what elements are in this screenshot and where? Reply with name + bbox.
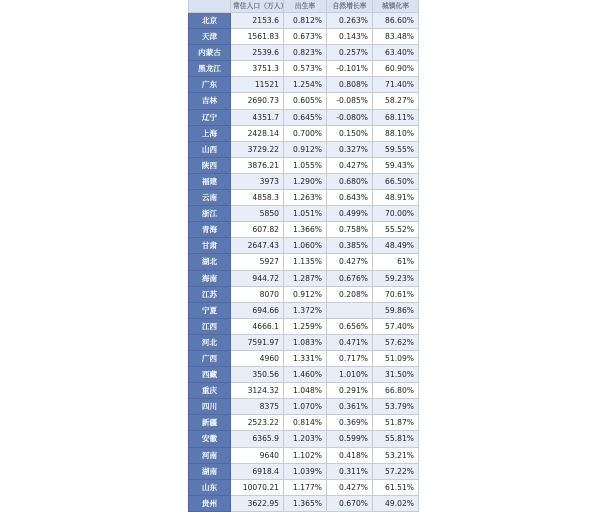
growth-rate-cell: -0.085% — [327, 93, 373, 109]
table-row — [189, 431, 419, 447]
birth-rate-cell: 1.365% — [284, 495, 327, 511]
province-cell: 北京 — [189, 13, 231, 29]
province-cell: 河北 — [189, 334, 231, 350]
table-row — [189, 383, 419, 399]
header-growth-rate: 自然增长率 — [327, 0, 373, 13]
table-row — [189, 206, 419, 222]
urbanization-cell: 57.40% — [373, 318, 419, 334]
population-cell: 10070.21 — [231, 479, 284, 495]
population-table-container — [188, 0, 418, 508]
province-cell: 四川 — [189, 399, 231, 415]
province-cell: 甘肃 — [189, 238, 231, 254]
population-cell: 1561.83 — [231, 29, 284, 45]
birth-rate-cell: 1.290% — [284, 173, 327, 189]
province-cell: 宁夏 — [189, 302, 231, 318]
population-cell: 8375 — [231, 399, 284, 415]
birth-rate-cell: 1.070% — [284, 399, 327, 415]
urbanization-cell: 71.40% — [373, 77, 419, 93]
urbanization-cell: 59.43% — [373, 157, 419, 173]
growth-rate-cell — [327, 302, 373, 318]
table-row — [189, 318, 419, 334]
urbanization-cell: 70.61% — [373, 286, 419, 302]
population-cell: 11521 — [231, 77, 284, 93]
growth-rate-cell: 0.499% — [327, 206, 373, 222]
table-row — [189, 479, 419, 495]
growth-rate-cell: 0.263% — [327, 13, 373, 29]
urbanization-cell: 31.50% — [373, 367, 419, 383]
population-cell: 4858.3 — [231, 190, 284, 206]
population-cell: 3876.21 — [231, 157, 284, 173]
table-row — [189, 77, 419, 93]
growth-rate-cell: 0.808% — [327, 77, 373, 93]
growth-rate-cell: 0.676% — [327, 270, 373, 286]
province-cell: 福建 — [189, 173, 231, 189]
population-cell: 6918.4 — [231, 463, 284, 479]
table-row — [189, 495, 419, 511]
province-cell: 青海 — [189, 222, 231, 238]
province-cell: 天津 — [189, 29, 231, 45]
province-cell: 浙江 — [189, 206, 231, 222]
urbanization-cell: 61.51% — [373, 479, 419, 495]
urbanization-cell: 63.40% — [373, 45, 419, 61]
population-cell: 4960 — [231, 350, 284, 366]
population-cell: 350.56 — [231, 367, 284, 383]
table-row — [189, 447, 419, 463]
table-row — [189, 190, 419, 206]
growth-rate-cell: 0.427% — [327, 479, 373, 495]
province-cell: 贵州 — [189, 495, 231, 511]
population-cell: 694.66 — [231, 302, 284, 318]
province-cell: 湖南 — [189, 463, 231, 479]
urbanization-cell: 51.87% — [373, 415, 419, 431]
table-row — [189, 350, 419, 366]
growth-rate-cell: 0.369% — [327, 415, 373, 431]
province-cell: 海南 — [189, 270, 231, 286]
population-cell: 944.72 — [231, 270, 284, 286]
population-cell: 3751.3 — [231, 61, 284, 77]
birth-rate-cell: 1.366% — [284, 222, 327, 238]
growth-rate-cell: 0.291% — [327, 383, 373, 399]
population-cell: 2428.14 — [231, 125, 284, 141]
urbanization-cell: 59.23% — [373, 270, 419, 286]
urbanization-cell: 70.00% — [373, 206, 419, 222]
growth-rate-cell: -0.080% — [327, 109, 373, 125]
population-cell: 5850 — [231, 206, 284, 222]
urbanization-cell: 55.52% — [373, 222, 419, 238]
province-cell: 湖北 — [189, 254, 231, 270]
table-row — [189, 367, 419, 383]
birth-rate-cell: 1.039% — [284, 463, 327, 479]
birth-rate-cell: 1.060% — [284, 238, 327, 254]
table-row — [189, 238, 419, 254]
growth-rate-cell: 0.208% — [327, 286, 373, 302]
table-row — [189, 399, 419, 415]
birth-rate-cell: 1.203% — [284, 431, 327, 447]
province-cell: 吉林 — [189, 93, 231, 109]
province-cell: 山西 — [189, 141, 231, 157]
birth-rate-cell: 1.102% — [284, 447, 327, 463]
header-birth-rate: 出生率 — [284, 0, 327, 13]
population-cell: 8070 — [231, 286, 284, 302]
urbanization-cell: 66.50% — [373, 173, 419, 189]
province-cell: 黑龙江 — [189, 61, 231, 77]
population-cell: 7591.97 — [231, 334, 284, 350]
urbanization-cell: 53.21% — [373, 447, 419, 463]
header-urbanization: 城镇化率 — [373, 0, 419, 13]
birth-rate-cell: 1.372% — [284, 302, 327, 318]
province-cell: 陕西 — [189, 157, 231, 173]
province-cell: 重庆 — [189, 383, 231, 399]
table-row — [189, 157, 419, 173]
population-cell: 4666.1 — [231, 318, 284, 334]
population-cell: 2153.6 — [231, 13, 284, 29]
header-province — [189, 0, 231, 13]
province-cell: 广西 — [189, 350, 231, 366]
province-cell: 新疆 — [189, 415, 231, 431]
table-header — [189, 0, 419, 13]
urbanization-cell: 58.27% — [373, 93, 419, 109]
growth-rate-cell: 0.656% — [327, 318, 373, 334]
birth-rate-cell: 1.177% — [284, 479, 327, 495]
table-row — [189, 270, 419, 286]
province-cell: 西藏 — [189, 367, 231, 383]
population-cell: 4351.7 — [231, 109, 284, 125]
growth-rate-cell: 0.150% — [327, 125, 373, 141]
province-cell: 安徽 — [189, 431, 231, 447]
table-row — [189, 222, 419, 238]
table-row — [189, 286, 419, 302]
urbanization-cell: 48.91% — [373, 190, 419, 206]
birth-rate-cell: 0.912% — [284, 141, 327, 157]
table-row — [189, 13, 419, 29]
header-population: 常住人口（万人） — [231, 0, 284, 13]
urbanization-cell: 59.86% — [373, 302, 419, 318]
growth-rate-cell: 0.143% — [327, 29, 373, 45]
population-cell: 3124.32 — [231, 383, 284, 399]
birth-rate-cell: 1.331% — [284, 350, 327, 366]
birth-rate-cell: 1.460% — [284, 367, 327, 383]
urbanization-cell: 55.81% — [373, 431, 419, 447]
growth-rate-cell: 1.010% — [327, 367, 373, 383]
population-cell: 3622.95 — [231, 495, 284, 511]
population-table — [188, 0, 419, 512]
province-cell: 广东 — [189, 77, 231, 93]
birth-rate-cell: 1.135% — [284, 254, 327, 270]
table-row — [189, 29, 419, 45]
urbanization-cell: 51.09% — [373, 350, 419, 366]
table-row — [189, 61, 419, 77]
birth-rate-cell: 1.048% — [284, 383, 327, 399]
birth-rate-cell: 0.605% — [284, 93, 327, 109]
population-cell: 5927 — [231, 254, 284, 270]
population-cell: 2690.73 — [231, 93, 284, 109]
table-row — [189, 125, 419, 141]
urbanization-cell: 83.48% — [373, 29, 419, 45]
growth-rate-cell: 0.599% — [327, 431, 373, 447]
table-row — [189, 173, 419, 189]
table-row — [189, 45, 419, 61]
population-cell: 3973 — [231, 173, 284, 189]
growth-rate-cell: 0.327% — [327, 141, 373, 157]
table-body — [189, 13, 419, 512]
birth-rate-cell: 1.055% — [284, 157, 327, 173]
urbanization-cell: 86.60% — [373, 13, 419, 29]
urbanization-cell: 49.02% — [373, 495, 419, 511]
population-cell: 2523.22 — [231, 415, 284, 431]
urbanization-cell: 59.55% — [373, 141, 419, 157]
table-row — [189, 463, 419, 479]
growth-rate-cell: 0.758% — [327, 222, 373, 238]
population-cell: 3729.22 — [231, 141, 284, 157]
birth-rate-cell: 0.645% — [284, 109, 327, 125]
birth-rate-cell: 0.812% — [284, 13, 327, 29]
province-cell: 江苏 — [189, 286, 231, 302]
header-row — [189, 0, 419, 13]
urbanization-cell: 53.79% — [373, 399, 419, 415]
province-cell: 云南 — [189, 190, 231, 206]
growth-rate-cell: 0.418% — [327, 447, 373, 463]
urbanization-cell: 60.90% — [373, 61, 419, 77]
table-row — [189, 93, 419, 109]
province-cell: 山东 — [189, 479, 231, 495]
birth-rate-cell: 0.912% — [284, 286, 327, 302]
table-row — [189, 415, 419, 431]
birth-rate-cell: 1.263% — [284, 190, 327, 206]
table-row — [189, 334, 419, 350]
growth-rate-cell: -0.101% — [327, 61, 373, 77]
urbanization-cell: 66.80% — [373, 383, 419, 399]
urbanization-cell: 57.22% — [373, 463, 419, 479]
province-cell: 内蒙古 — [189, 45, 231, 61]
growth-rate-cell: 0.471% — [327, 334, 373, 350]
table-row — [189, 254, 419, 270]
growth-rate-cell: 0.385% — [327, 238, 373, 254]
table-row — [189, 141, 419, 157]
growth-rate-cell: 0.717% — [327, 350, 373, 366]
population-cell: 6365.9 — [231, 431, 284, 447]
birth-rate-cell: 1.051% — [284, 206, 327, 222]
growth-rate-cell: 0.680% — [327, 173, 373, 189]
growth-rate-cell: 0.257% — [327, 45, 373, 61]
birth-rate-cell: 1.259% — [284, 318, 327, 334]
birth-rate-cell: 0.814% — [284, 415, 327, 431]
growth-rate-cell: 0.643% — [327, 190, 373, 206]
birth-rate-cell: 1.083% — [284, 334, 327, 350]
growth-rate-cell: 0.427% — [327, 254, 373, 270]
urbanization-cell: 48.49% — [373, 238, 419, 254]
growth-rate-cell: 0.670% — [327, 495, 373, 511]
province-cell: 上海 — [189, 125, 231, 141]
birth-rate-cell: 0.673% — [284, 29, 327, 45]
population-cell: 9640 — [231, 447, 284, 463]
urbanization-cell: 68.11% — [373, 109, 419, 125]
table-row — [189, 302, 419, 318]
urbanization-cell: 61% — [373, 254, 419, 270]
growth-rate-cell: 0.427% — [327, 157, 373, 173]
birth-rate-cell: 1.254% — [284, 77, 327, 93]
province-cell: 河南 — [189, 447, 231, 463]
birth-rate-cell: 0.573% — [284, 61, 327, 77]
province-cell: 江西 — [189, 318, 231, 334]
population-cell: 607.82 — [231, 222, 284, 238]
birth-rate-cell: 0.700% — [284, 125, 327, 141]
birth-rate-cell: 1.287% — [284, 270, 327, 286]
province-cell: 辽宁 — [189, 109, 231, 125]
growth-rate-cell: 0.311% — [327, 463, 373, 479]
growth-rate-cell: 0.361% — [327, 399, 373, 415]
birth-rate-cell: 0.823% — [284, 45, 327, 61]
population-cell: 2539.6 — [231, 45, 284, 61]
population-cell: 2647.43 — [231, 238, 284, 254]
table-row — [189, 109, 419, 125]
urbanization-cell: 57.62% — [373, 334, 419, 350]
urbanization-cell: 88.10% — [373, 125, 419, 141]
